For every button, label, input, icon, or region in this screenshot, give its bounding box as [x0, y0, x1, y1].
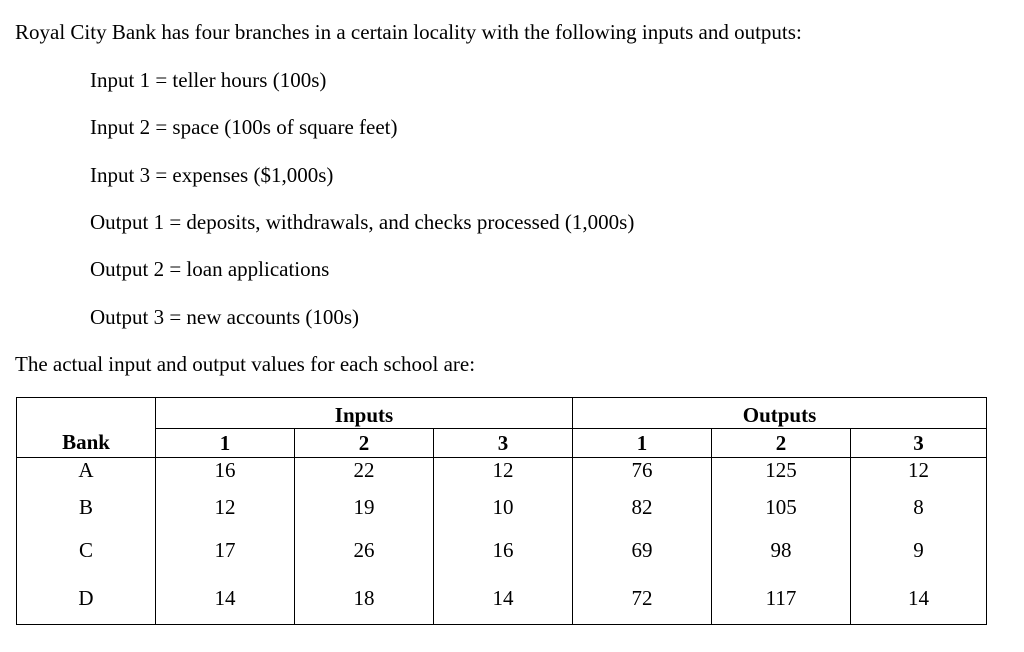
column-header-output-2: 2	[712, 429, 851, 458]
cell-input-3: 14	[434, 572, 573, 625]
table-row	[17, 458, 987, 487]
column-header-input-3: 3	[434, 429, 573, 458]
cell-input-3: 16	[434, 529, 573, 572]
column-header-bank: Bank	[17, 429, 156, 458]
cell-output-2: 98	[712, 529, 851, 572]
table-row	[17, 529, 987, 572]
cell-output-2: 105	[712, 486, 851, 529]
definition-input-1: Input 1 = teller hours (100s)	[90, 68, 327, 92]
cell-input-2: 18	[295, 572, 434, 625]
cell-output-2: 125	[712, 458, 851, 487]
cell-output-3: 8	[851, 486, 987, 529]
cell-output-3: 14	[851, 572, 987, 625]
table-row	[17, 486, 987, 529]
bank-header-spacer	[17, 398, 156, 429]
column-header-output-1: 1	[573, 429, 712, 458]
cell-input-1: 14	[156, 572, 295, 625]
cell-input-3: 12	[434, 458, 573, 487]
cell-input-2: 19	[295, 486, 434, 529]
cell-output-1: 82	[573, 486, 712, 529]
table-row	[17, 572, 987, 625]
column-header-input-1: 1	[156, 429, 295, 458]
cell-bank: C	[17, 529, 156, 572]
column-header-output-3: 3	[851, 429, 987, 458]
bank-data-table	[16, 397, 987, 625]
actual-values-text: The actual input and output values for each school are:	[15, 352, 476, 376]
cell-output-3: 9	[851, 529, 987, 572]
cell-input-2: 26	[295, 529, 434, 572]
cell-output-1: 76	[573, 458, 712, 487]
cell-input-1: 17	[156, 529, 295, 572]
cell-output-1: 69	[573, 529, 712, 572]
outputs-group-header: Outputs	[573, 398, 987, 429]
definition-output-1: Output 1 = deposits, withdrawals, and checks processed (1,000s)	[90, 210, 635, 234]
cell-bank: B	[17, 486, 156, 529]
cell-input-2: 22	[295, 458, 434, 487]
definition-output-3: Output 3 = new accounts (100s)	[90, 305, 360, 329]
cell-input-1: 12	[156, 486, 295, 529]
column-header-input-2: 2	[295, 429, 434, 458]
cell-input-3: 10	[434, 486, 573, 529]
cell-output-1: 72	[573, 572, 712, 625]
definition-input-2: Input 2 = space (100s of square feet)	[90, 115, 398, 139]
cell-input-1: 16	[156, 458, 295, 487]
cell-bank: D	[17, 572, 156, 625]
inputs-group-header: Inputs	[156, 398, 573, 429]
definition-output-2: Output 2 = loan applications	[90, 257, 330, 281]
intro-text: Royal City Bank has four branches in a certain locality with the following inputs and outputs:	[15, 20, 802, 44]
definition-input-3: Input 3 = expenses ($1,000s)	[90, 163, 334, 187]
cell-output-3: 12	[851, 458, 987, 487]
cell-output-2: 117	[712, 572, 851, 625]
cell-bank: A	[17, 458, 156, 487]
